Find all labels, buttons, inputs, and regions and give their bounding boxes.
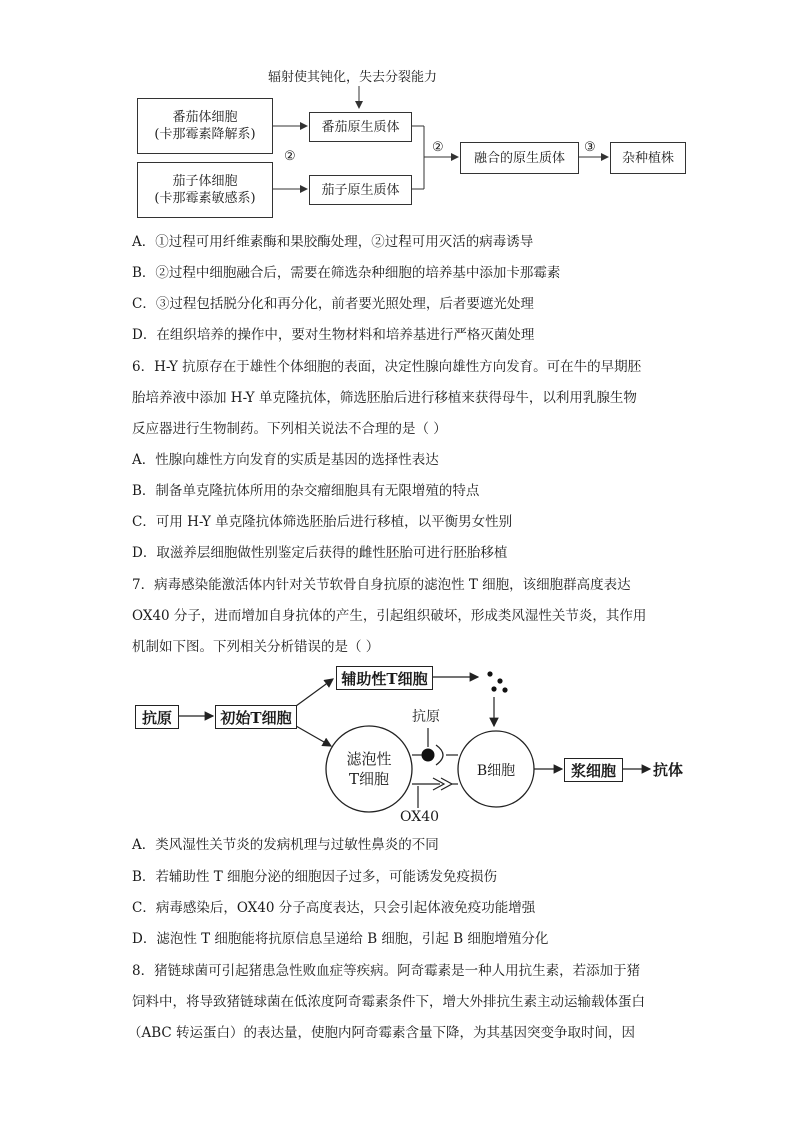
q7-stem-line-3: 机制如下图。下列相关分析错误的是（ ） — [132, 639, 380, 655]
q5-option-c: C．③过程包括脱分化和再分化，前者要光照处理，后者要遮光处理 — [132, 296, 534, 312]
q6-stem-line-2: 胎培养液中添加 H-Y 单克隆抗体，筛选胚胎后进行移植来获得母牛，以利用乳腺生物 — [132, 390, 637, 406]
q7-stem-line-1: 7．病毒感染能激活体内针对关节软骨自身抗原的滤泡性 T 细胞，该细胞群高度表达 — [132, 577, 631, 593]
q6-option-a: A．性腺向雄性方向发育的实质是基因的选择性表达 — [132, 452, 439, 468]
q6-stem-line-3: 反应器进行生物制药。下列相关说法不合理的是（ ） — [132, 421, 447, 437]
q6-option-c: C．可用 H-Y 单克隆抗体筛选胚胎后进行移植，以平衡男女性别 — [132, 514, 513, 530]
eggplant-protoplast-box: 茄子原生质体 — [309, 175, 412, 205]
q8-stem-line-1: 8．猪链球菌可引起猪患急性败血症等疾病。阿奇霉素是一种人用抗生素，若添加于猪 — [132, 963, 641, 979]
q6-stem-line-1: 6．H-Y 抗原存在于雄性个体细胞的表面，决定性腺向雄性方向发育。可在牛的早期胚 — [132, 359, 642, 375]
tomato-cell-type: (卡那霉素降解系) — [154, 127, 256, 142]
irradiation-label: 辐射使其钝化，失去分裂能力 — [268, 70, 438, 85]
q6-option-d: D．取滋养层细胞做性别鉴定后获得的雌性胚胎可进行胚胎移植 — [132, 545, 508, 561]
hybrid-plant-box: 杂种植株 — [610, 142, 686, 174]
antibody-label: 抗体 — [653, 761, 684, 779]
fused-protoplast-box: 融合的原生质体 — [460, 142, 579, 174]
naive-t-cell-box: 初始T细胞 — [215, 705, 297, 729]
plasma-cell-box: 浆细胞 — [564, 758, 623, 782]
q7-stem-line-2: OX40 分子，进而增加自身抗体的产生，引起组织破坏，形成类风湿性关节炎，其作用 — [132, 608, 647, 624]
eggplant-cell-name: 茄子体细胞 — [172, 174, 238, 189]
q5-option-a: A．①过程可用纤维素酶和果胶酶处理，②过程可用灭活的病毒诱导 — [132, 234, 534, 250]
step-3-label: ③ — [584, 140, 596, 155]
step-2-label-right: ② — [432, 140, 444, 155]
eggplant-cell-type: (卡那霉素敏感系) — [154, 191, 256, 206]
q7-option-d: D．滤泡性 T 细胞能将抗原信息呈递给 B 细胞，引起 B 细胞增殖分化 — [132, 931, 549, 947]
b-cell-label: B细胞 — [476, 763, 516, 779]
ox40-label: OX40 — [400, 809, 440, 825]
q8-stem-line-3: （ABC 转运蛋白）的表达量，使胞内阿奇霉素含量下降，为其基因突变争取时间，因 — [128, 1025, 636, 1041]
follicular-t-cell-label-2: T细胞 — [348, 770, 389, 788]
tomato-protoplast-box: 番茄原生质体 — [309, 112, 412, 142]
q7-option-a: A．类风湿性关节炎的发病机理与过敏性鼻炎的不同 — [132, 837, 439, 853]
tomato-cell-name: 番茄体细胞 — [172, 110, 238, 125]
q5-option-d: D．在组织培养的操作中，要对生物材料和培养基进行严格灭菌处理 — [132, 327, 535, 343]
step-2-label-left: ② — [284, 149, 296, 164]
antigen-label: 抗原 — [412, 709, 440, 725]
q7-option-b: B．若辅助性 T 细胞分泌的细胞因子过多，可能诱发免疫损伤 — [132, 869, 498, 885]
follicular-t-cell-label-1: 滤泡性 — [346, 750, 392, 768]
q7-option-c: C．病毒感染后，OX40 分子高度表达，只会引起体液免疫功能增强 — [132, 900, 536, 916]
q6-option-b: B．制备单克隆抗体所用的杂交瘤细胞具有无限增殖的特点 — [132, 483, 480, 499]
antigen-box: 抗原 — [135, 705, 179, 729]
q5-option-b: B．②过程中细胞融合后，需要在筛选杂种细胞的培养基中添加卡那霉素 — [132, 265, 561, 281]
q8-stem-line-2: 饲料中，将导致猪链球菌在低浓度阿奇霉素条件下，增大外排抗生素主动运输载体蛋白 — [132, 994, 645, 1010]
helper-t-cell-box: 辅助性T细胞 — [336, 666, 433, 690]
